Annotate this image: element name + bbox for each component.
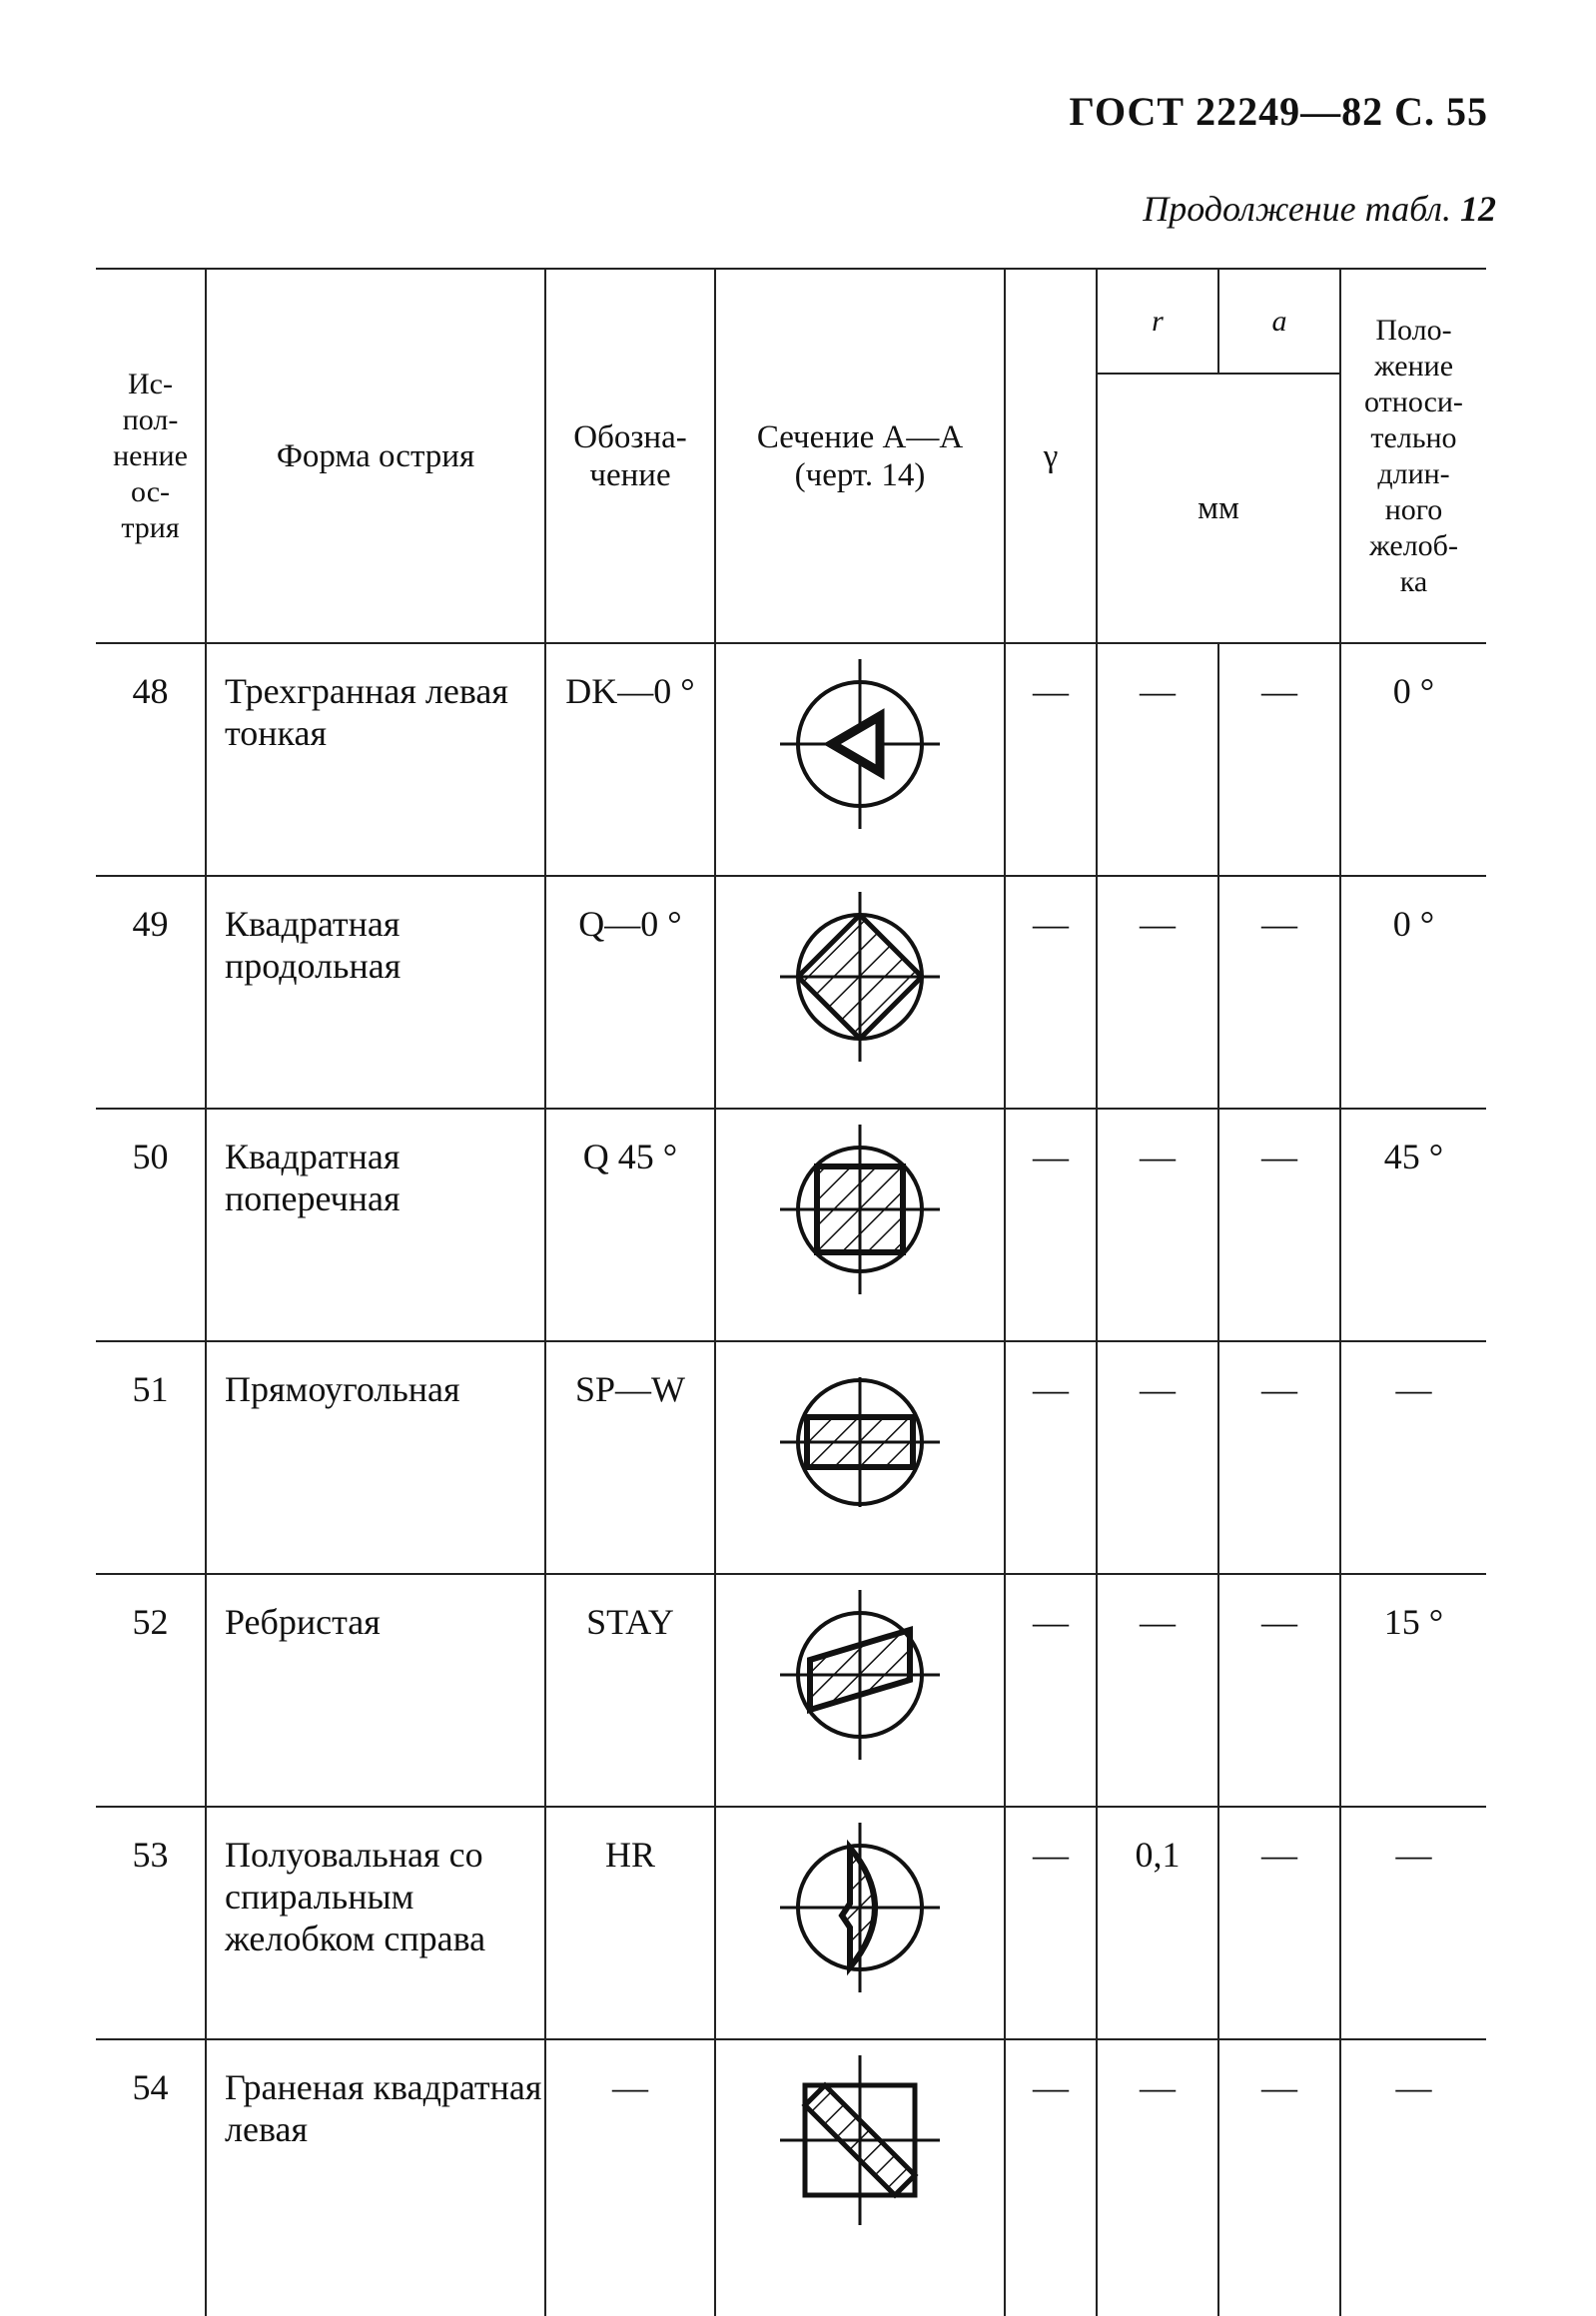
row-position: — — [1340, 1341, 1486, 1574]
table-row — [96, 643, 1486, 876]
row-number: 54 — [132, 2067, 169, 2107]
row-number: 51 — [96, 1341, 206, 1574]
row-code: SP—W — [545, 1341, 715, 1574]
col-position: Поло- жение относи- тельно длин- ного желоб- ка — [1340, 269, 1486, 643]
page-header: ГОСТ 22249—82 С. 55 — [1069, 89, 1488, 134]
row-code: STAY — [545, 1574, 715, 1807]
continuation-label: Продолжение табл. — [1143, 189, 1451, 229]
diamond-section-icon — [715, 876, 1005, 1109]
row-gamma: — — [1005, 643, 1097, 876]
col-r: r — [1097, 269, 1218, 374]
row-a: — — [1218, 1109, 1340, 1341]
row-position: — — [1340, 1807, 1486, 2039]
row-number: 49 — [96, 876, 206, 1109]
row-number: 52 — [96, 1574, 206, 1807]
row-r: — — [1097, 1109, 1218, 1341]
row-position: 0 ° — [1340, 876, 1486, 1109]
col-variant: Ис- пол- нение ос- трия — [96, 269, 206, 643]
row-form: Граненая квадратная левая — [206, 2039, 545, 2316]
half-oval-section-icon — [715, 1807, 1005, 2039]
ribbed-section-icon — [715, 1574, 1005, 1807]
table-row — [96, 1341, 1486, 1574]
faceted-square-section-icon — [715, 2039, 1005, 2316]
row-a: — — [1218, 643, 1340, 876]
table-row — [96, 1574, 1486, 1807]
row-gamma: — — [1005, 1807, 1097, 2039]
row-form: Прямоугольная — [206, 1341, 545, 1574]
col-form: Форма острия — [206, 269, 545, 643]
table-row — [96, 1109, 1486, 1341]
row-form: Ребристая — [206, 1574, 545, 1807]
table-row — [96, 2039, 1486, 2316]
table-row — [96, 1807, 1486, 2039]
row-r: — — [1097, 1341, 1218, 1574]
table-continuation — [1143, 188, 1496, 230]
row-gamma: — — [1005, 876, 1097, 1109]
row-r: — — [1097, 1574, 1218, 1807]
row-number: 53 — [96, 1807, 206, 2039]
table-number: 12 — [1460, 189, 1496, 229]
row-form: Трехгранная левая тонкая — [206, 643, 545, 876]
row-gamma: — — [1005, 1341, 1097, 1574]
row-position: — — [1340, 2039, 1486, 2316]
row-number: 48 — [96, 643, 206, 876]
specification-table — [96, 268, 1486, 2316]
row-gamma: — — [1005, 2039, 1097, 2316]
row-r: — — [1097, 2039, 1218, 2316]
row-gamma: — — [1005, 1109, 1097, 1341]
col-designation: Обозна- чение — [545, 269, 715, 643]
row-form: Квадратная поперечная — [206, 1109, 545, 1341]
row-number: 50 — [96, 1109, 206, 1341]
row-r: — — [1097, 643, 1218, 876]
row-r: — — [1097, 876, 1218, 1109]
col-gamma: γ — [1005, 269, 1097, 643]
row-gamma: — — [1005, 1574, 1097, 1807]
rectangle-section-icon — [715, 1341, 1005, 1574]
row-code: DK—0 ° — [545, 643, 715, 876]
row-r: 0,1 — [1097, 1807, 1218, 2039]
col-section: Сечение А—А (черт. 14) — [715, 269, 1005, 643]
row-form: Полуовальная со спиральным желобком справа — [206, 1807, 545, 2039]
row-a: — — [1218, 876, 1340, 1109]
row-code: Q 45 ° — [545, 1109, 715, 1341]
col-unit: мм — [1097, 374, 1340, 643]
row-a: — — [1218, 1341, 1340, 1574]
row-code: HR — [545, 1807, 715, 2039]
row-a: — — [1218, 2039, 1340, 2316]
col-a: a — [1218, 269, 1340, 374]
row-code: — — [545, 2039, 715, 2316]
row-form: Квадратная продольная — [206, 876, 545, 1109]
square-section-icon — [715, 1109, 1005, 1341]
row-code: Q—0 ° — [545, 876, 715, 1109]
row-position: 45 ° — [1340, 1109, 1486, 1341]
row-a: — — [1218, 1574, 1340, 1807]
row-a: — — [1218, 1807, 1340, 2039]
triangle-section-icon — [715, 643, 1005, 876]
table-row — [96, 876, 1486, 1109]
row-position: 15 ° — [1340, 1574, 1486, 1807]
row-position: 0 ° — [1340, 643, 1486, 876]
